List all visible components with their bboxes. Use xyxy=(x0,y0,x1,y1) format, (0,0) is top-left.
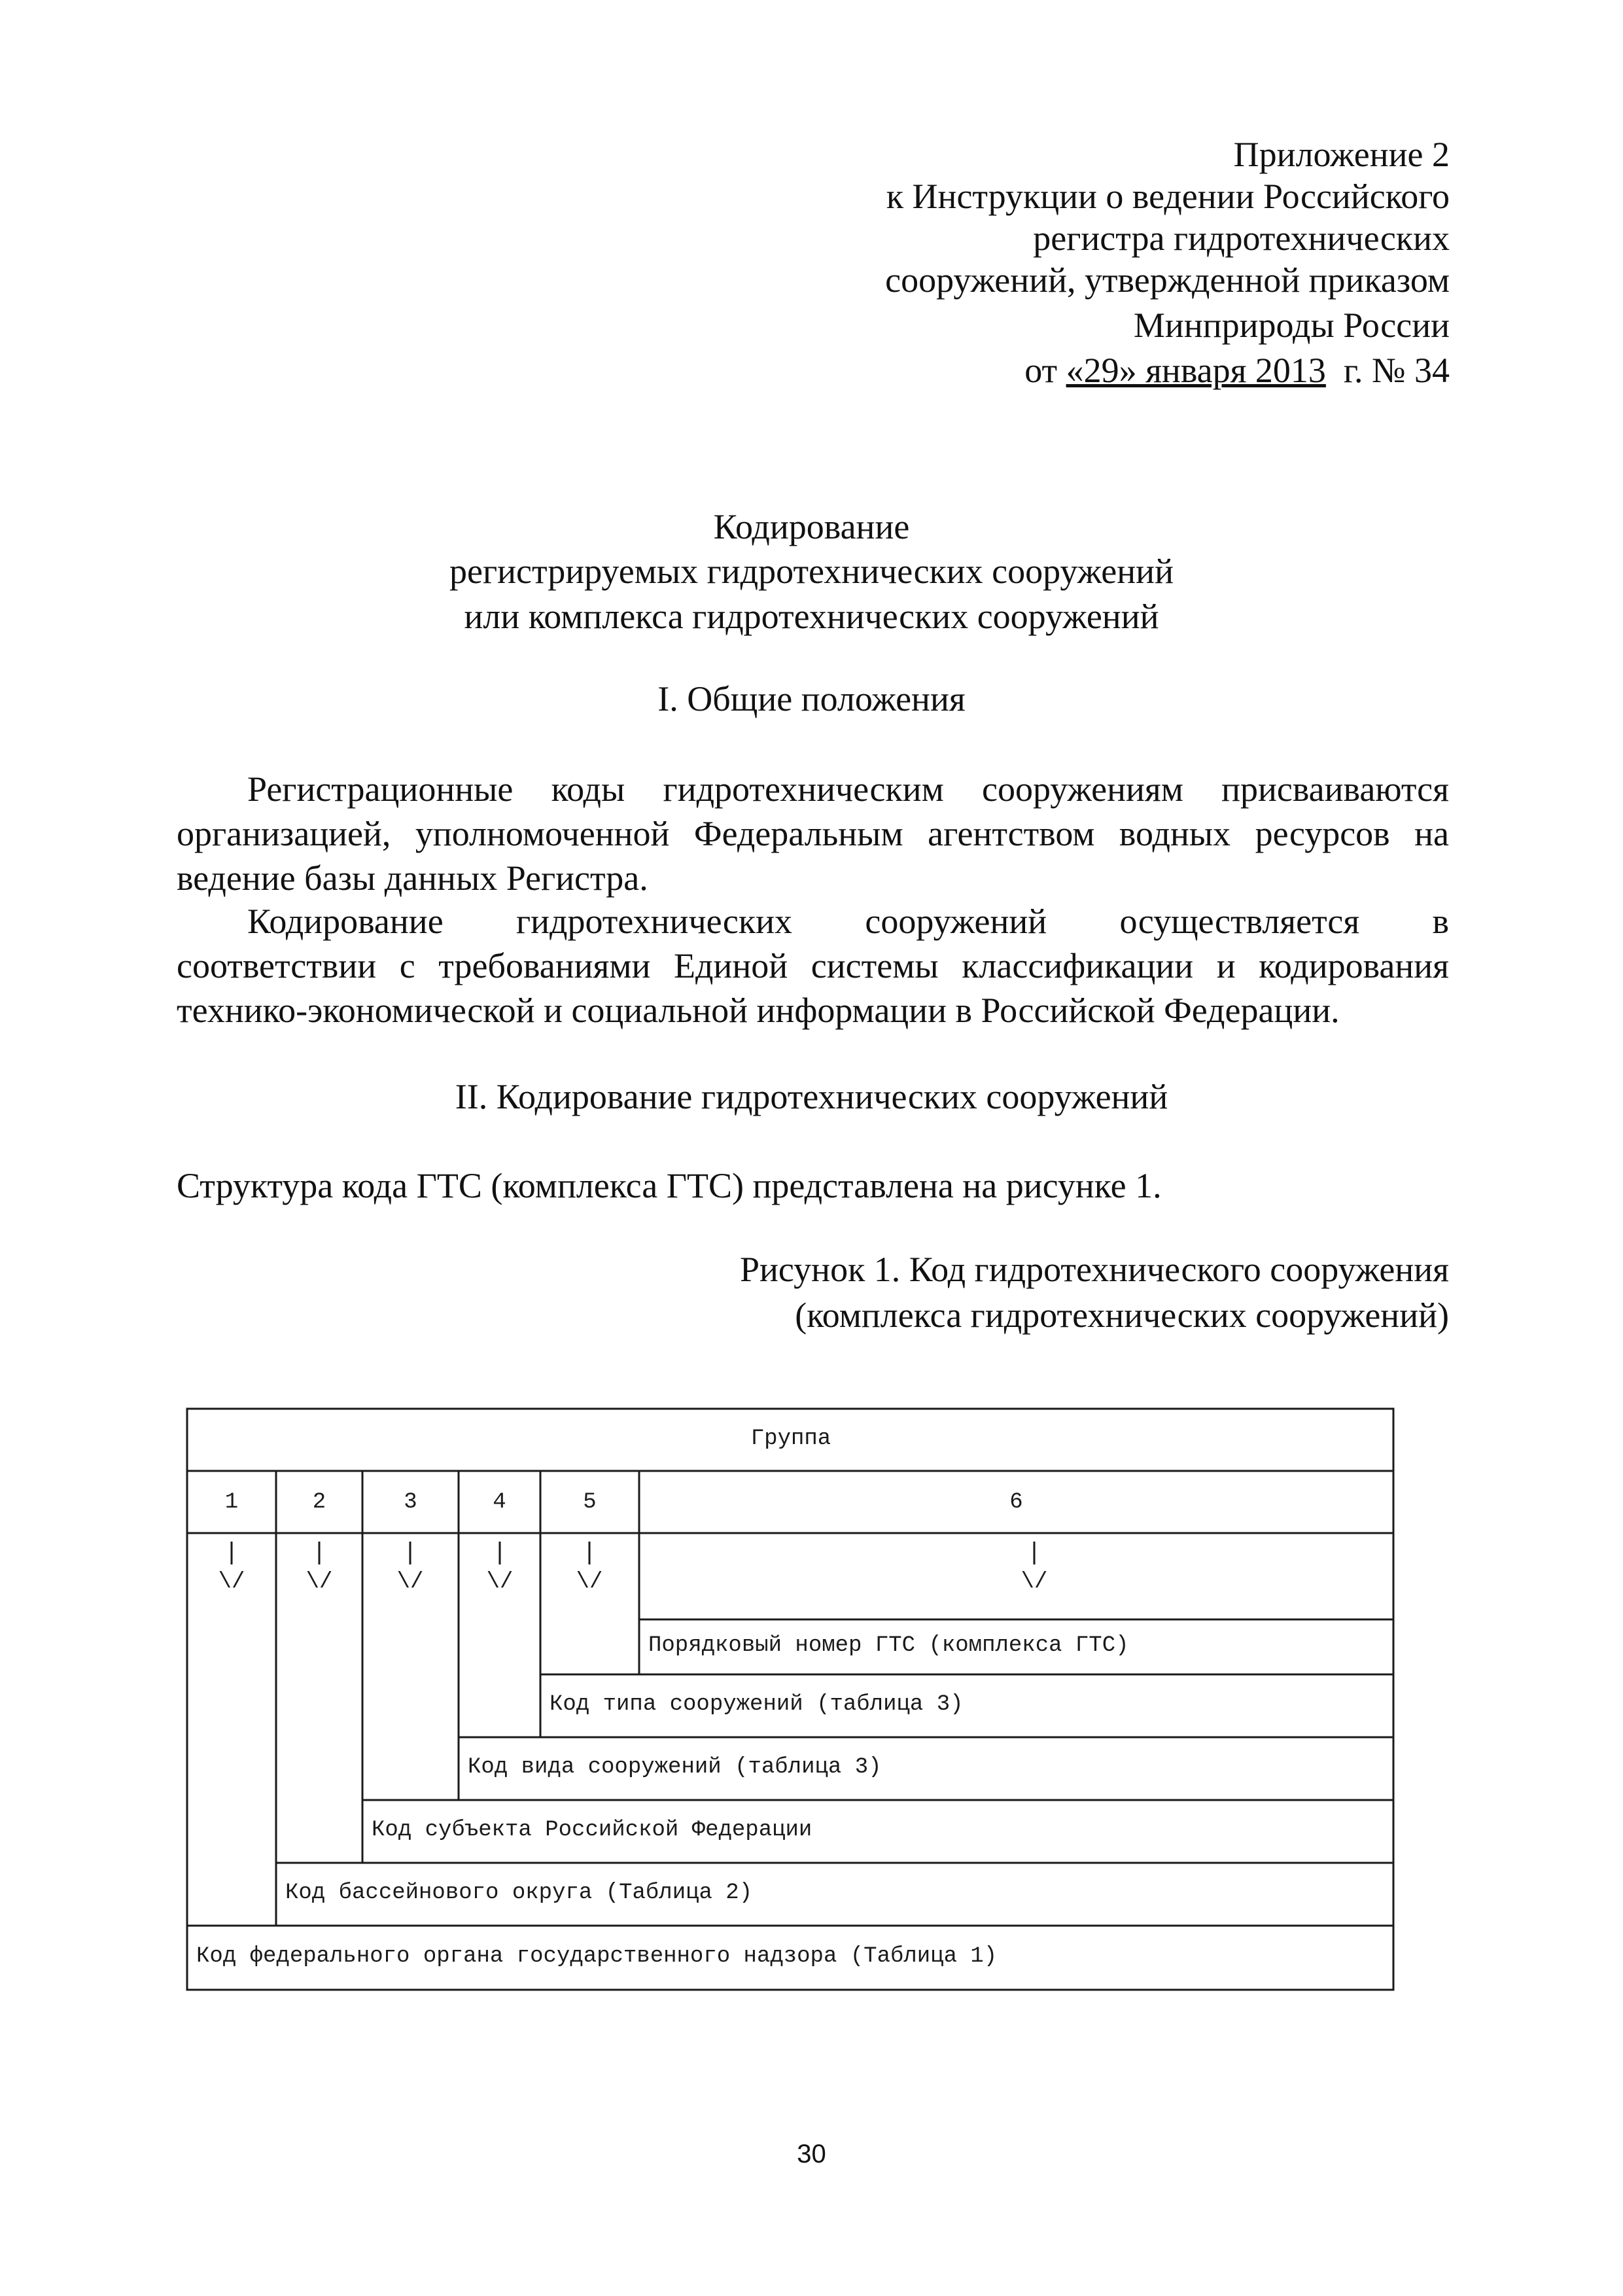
date-underlined: «29» января 2013 xyxy=(1066,351,1326,390)
code-field-federation-subject: Код субъекта Российской Федерации xyxy=(372,1818,812,1843)
code-structure-figure xyxy=(186,1407,1396,1996)
paragraph: Регистрационные коды гидротехническим сооружениям присваиваются организацией, уполномоченной Федеральным агентством водных ресурсов на ведение базы данных Регистра. xyxy=(177,769,1449,898)
down-arrow-icon: \/ xyxy=(305,1570,333,1595)
section-heading: II. Кодирование гидротехнических сооружений xyxy=(455,1077,1168,1116)
document-title-line: регистрируемых гидротехнических сооружений xyxy=(449,552,1174,591)
appendix-reference-line: к Инструкции о ведении Российского xyxy=(886,177,1450,216)
appendix-reference-line: сооружений, утвержденной приказом xyxy=(885,260,1450,300)
paragraph: соответствии с требованиями Единой системы классификации и кодирования технико-экономической и социальной информации в Российской Федерации. xyxy=(177,946,1449,1030)
code-field-basin-district: Код бассейнового округа (Таблица 2) xyxy=(285,1881,753,1905)
appendix-reference-line: Минприроды России xyxy=(1133,306,1450,345)
down-arrow-icon: \/ xyxy=(396,1570,424,1595)
down-arrow-icon: \/ xyxy=(1021,1570,1048,1595)
figure-caption-line: Рисунок 1. Код гидротехнического сооружения xyxy=(739,1250,1449,1289)
section-heading: I. Общие положения xyxy=(657,679,966,718)
code-field-structure-kind: Код вида сооружений (таблица 3) xyxy=(468,1755,882,1780)
group-header: Группа xyxy=(750,1426,831,1451)
column-number: 6 xyxy=(1009,1490,1023,1515)
code-field-serial-number: Порядковый номер ГТС (комплекса ГТС) xyxy=(648,1633,1129,1658)
paragraph: Структура кода ГТС (комплекса ГТС) представлена на рисунке 1. xyxy=(177,1166,1162,1205)
document-title-line: Кодирование xyxy=(713,507,910,546)
column-number: 4 xyxy=(493,1490,506,1515)
column-number: 1 xyxy=(224,1490,239,1515)
page-number: 30 xyxy=(797,2140,826,2168)
down-arrow-icon: \/ xyxy=(218,1570,245,1595)
appendix-reference-line: регистра гидротехнических xyxy=(1033,219,1450,258)
document-title-line: или комплекса гидротехнических сооружений xyxy=(464,597,1159,636)
appendix-title: Приложение 2 xyxy=(1233,135,1450,174)
code-field-supervision-body: Код федерального органа государственного надзора (Таблица 1) xyxy=(196,1944,998,1969)
column-number: 2 xyxy=(312,1490,326,1515)
down-arrow-icon: \/ xyxy=(576,1570,603,1595)
figure-caption-line: (комплекса гидротехнических сооружений) xyxy=(795,1296,1449,1335)
down-arrow-icon: \/ xyxy=(486,1570,514,1595)
column-number: 5 xyxy=(583,1490,597,1515)
date-prefix: от xyxy=(1024,351,1066,390)
appendix-order-date xyxy=(534,350,1450,391)
code-field-structure-type: Код типа сооружений (таблица 3) xyxy=(550,1692,964,1717)
paragraph-first-line: Кодирование гидротехнических сооружений осуществляется в xyxy=(247,902,1449,941)
column-number: 3 xyxy=(404,1490,417,1515)
order-number: г. № 34 xyxy=(1325,351,1450,390)
